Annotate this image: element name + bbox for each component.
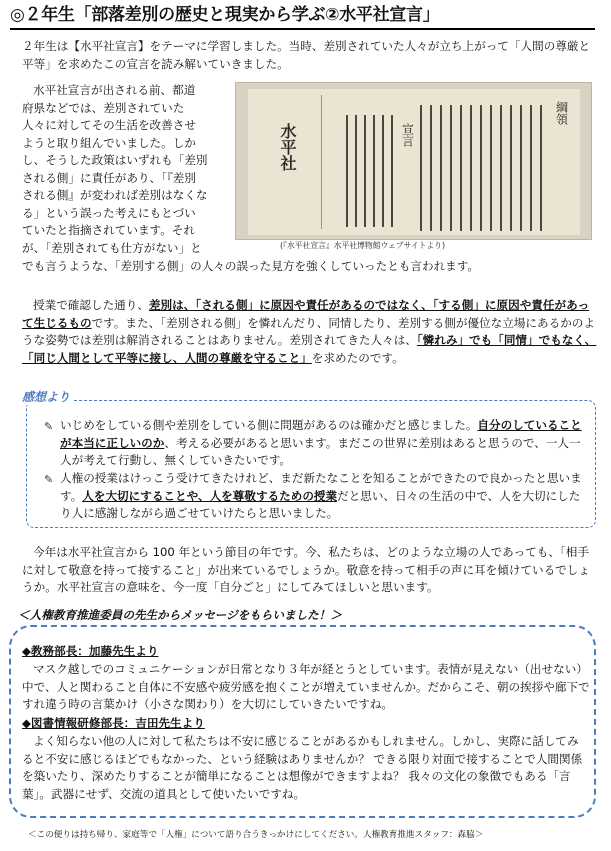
document-heading-sengen: 宣言 [400, 123, 415, 147]
class-emphasis: 差別は、「される側」に原因や責任があるのではなく、「する側」に原因や責任があって生じるもの [22, 298, 590, 330]
document-title: 水平社 [278, 123, 297, 171]
document-text-column [520, 105, 522, 231]
document-text-column [420, 105, 422, 231]
class-emphasis: 「憐れみ」でも「同情」でもなく、「同じ人間として平等に接し、人間の尊厳を守ること」 [22, 333, 597, 365]
feeling-emphasis: 人を大切にすることや、人を尊敬するための授業 [82, 488, 338, 503]
feelings-title: 感想より [18, 389, 74, 405]
document-text-column [460, 105, 462, 231]
document-text-column [540, 105, 542, 231]
document-text-column [355, 115, 357, 227]
declaration-photo [235, 82, 592, 240]
class-paragraph [22, 297, 597, 367]
history-line: し、そうした政策はいずれも「差別 [22, 153, 208, 167]
feeling-text: だと思い、日々の生活の中で、人を大切にしたり人に感謝しながら過ごせていけたらと思いました。 [60, 488, 581, 520]
document-text-column [450, 105, 452, 231]
document-cover [256, 95, 322, 229]
history-line: される側」に責任があり、「『差別 [22, 170, 196, 185]
document-text-column [373, 115, 375, 227]
history-line: が、「差別されても仕方がない」と [22, 240, 202, 255]
intro-paragraph: ２年生は【水平社宣言】をテーマに学習しました。当時、差別されていた人々が立ち上がって「人間の尊厳と平等」を求めたこの宣言を読み解いていきました。 [22, 39, 591, 71]
history-line: る」という誤った考えにもとづい [22, 205, 196, 220]
document-text-column [430, 105, 432, 231]
document-heading-kouryou: 綱領 [554, 101, 569, 125]
centennial-paragraph [22, 544, 597, 597]
document-text-column [470, 105, 472, 231]
history-line: 人々に対してその生活を改善させ [22, 118, 196, 132]
pencil-icon: ✎ [44, 473, 54, 486]
history-continuation: でも言うような、「差別する側」の人々の誤った見方を強くしていったとも言われます。 [22, 259, 480, 273]
history-line: ていたと指摘されています。それ [22, 223, 195, 237]
document-text-column [510, 105, 512, 231]
title-underline [10, 28, 595, 30]
class-text: を求めたのです。 [311, 350, 404, 365]
message-2-body [22, 733, 590, 803]
footer-note: ＜この便りは持ち帰り、家庭等で「人権」について語り合うきっかけにしてください。人権教育推進スタッフ：森脇＞ [28, 830, 484, 840]
feeling-text: 人権の授業はけっこう受けてきたけれど、まだ新たなことを知ることができたので良かったと思います。 [60, 471, 582, 503]
message-1-body [22, 661, 590, 714]
history-line: ようと取り組んでいました。しか [22, 135, 196, 150]
document-text-column [382, 115, 384, 227]
photo-caption: (『水平社宣言』水平社博物館ウェブサイトより) [280, 241, 446, 250]
history-line: される側』が変われば差別はなくな [22, 188, 208, 202]
feeling-item [60, 417, 586, 470]
pencil-icon: ✎ [44, 420, 54, 433]
class-text: です。また、「差別される側」を憐れんだり、同情したり、差別する側が優位な立場にあるかのような姿勢では差別は解消されることはありません。差別されてきた人々は、 [22, 315, 595, 347]
centennial-text: 今年は水平社宣言から 100 年という節目の年です。今、私たちは、どのような立場の人であっても、「相手に対して敬意を持って接すること」が出来ているでしょうか。敬意を持って相手の声に耳を傾けているでしょうか。水平社宣言の意味を、今一度「自分ごと」にしてみてほしいと思います。 [22, 545, 590, 594]
document-text-column [440, 105, 442, 231]
history-line: 水平社宣言が出される前、都道 [33, 83, 196, 97]
feeling-text: いじめをしている側や差別をしている側に問題があるのは確かだと感じました。 [60, 418, 478, 432]
message-2-heading: ◆図書情報研修部長：吉田先生より [22, 716, 205, 730]
message-2-text: よく知らない他の人に対して私たちは不安に感じることがあるかもしれません。しかし、実際に話してみると不安に感じるほどでもなかった、という経験はありませんか？ できる限り対面で接することで人間関係を築いたり、深めたりすることが簡単になることは想像ができますよね？ 我々の文化の象徴でもある「言葉」。武器にせず、交流の道具として使いたいですね。 [22, 734, 583, 801]
feeling-emphasis: 自分のしていることが本当に正しいのか [60, 418, 582, 450]
messages-heading: ＜人権教育推進委員の先生からメッセージをもらいました！＞ [18, 608, 342, 622]
message-1-heading: ◆教務部長：加藤先生より [22, 644, 159, 658]
document-text-column [490, 105, 492, 231]
feeling-item [60, 470, 586, 523]
document-text-column [391, 115, 393, 227]
feeling-text: 、考える必要があると思います。まだこの世界に差別はあると思うので、一人一人が考えて行動し、無くしていきたいです。 [60, 435, 581, 467]
declaration-document [248, 89, 580, 235]
document-text-column [530, 105, 532, 231]
page-title-block [10, 4, 595, 34]
class-text: 授業で確認した通り、 [33, 298, 149, 312]
page-title: ◎２年生「部落差別の歴史と現実から学ぶ②水平社宣言」 [10, 5, 440, 25]
document-text-column [346, 115, 348, 227]
message-1-text: マスク越しでのコミュニケーションが日常となり３年が経とうとしています。表情が見えない（出せない）中で、人と関わること自体に不安感や疲労感を抱くことが増えていませんか。だからこそ、朝の挨拶や廊下ですれ違う時の言葉かけ（小さな関わり）を大切にしていきたいですね。 [22, 662, 590, 711]
document-text-column [480, 105, 482, 231]
document-text-column [500, 105, 502, 231]
history-line: 府県などでは、差別されていた [22, 100, 185, 115]
history-paragraph [22, 82, 227, 257]
document-text-column [364, 115, 366, 227]
